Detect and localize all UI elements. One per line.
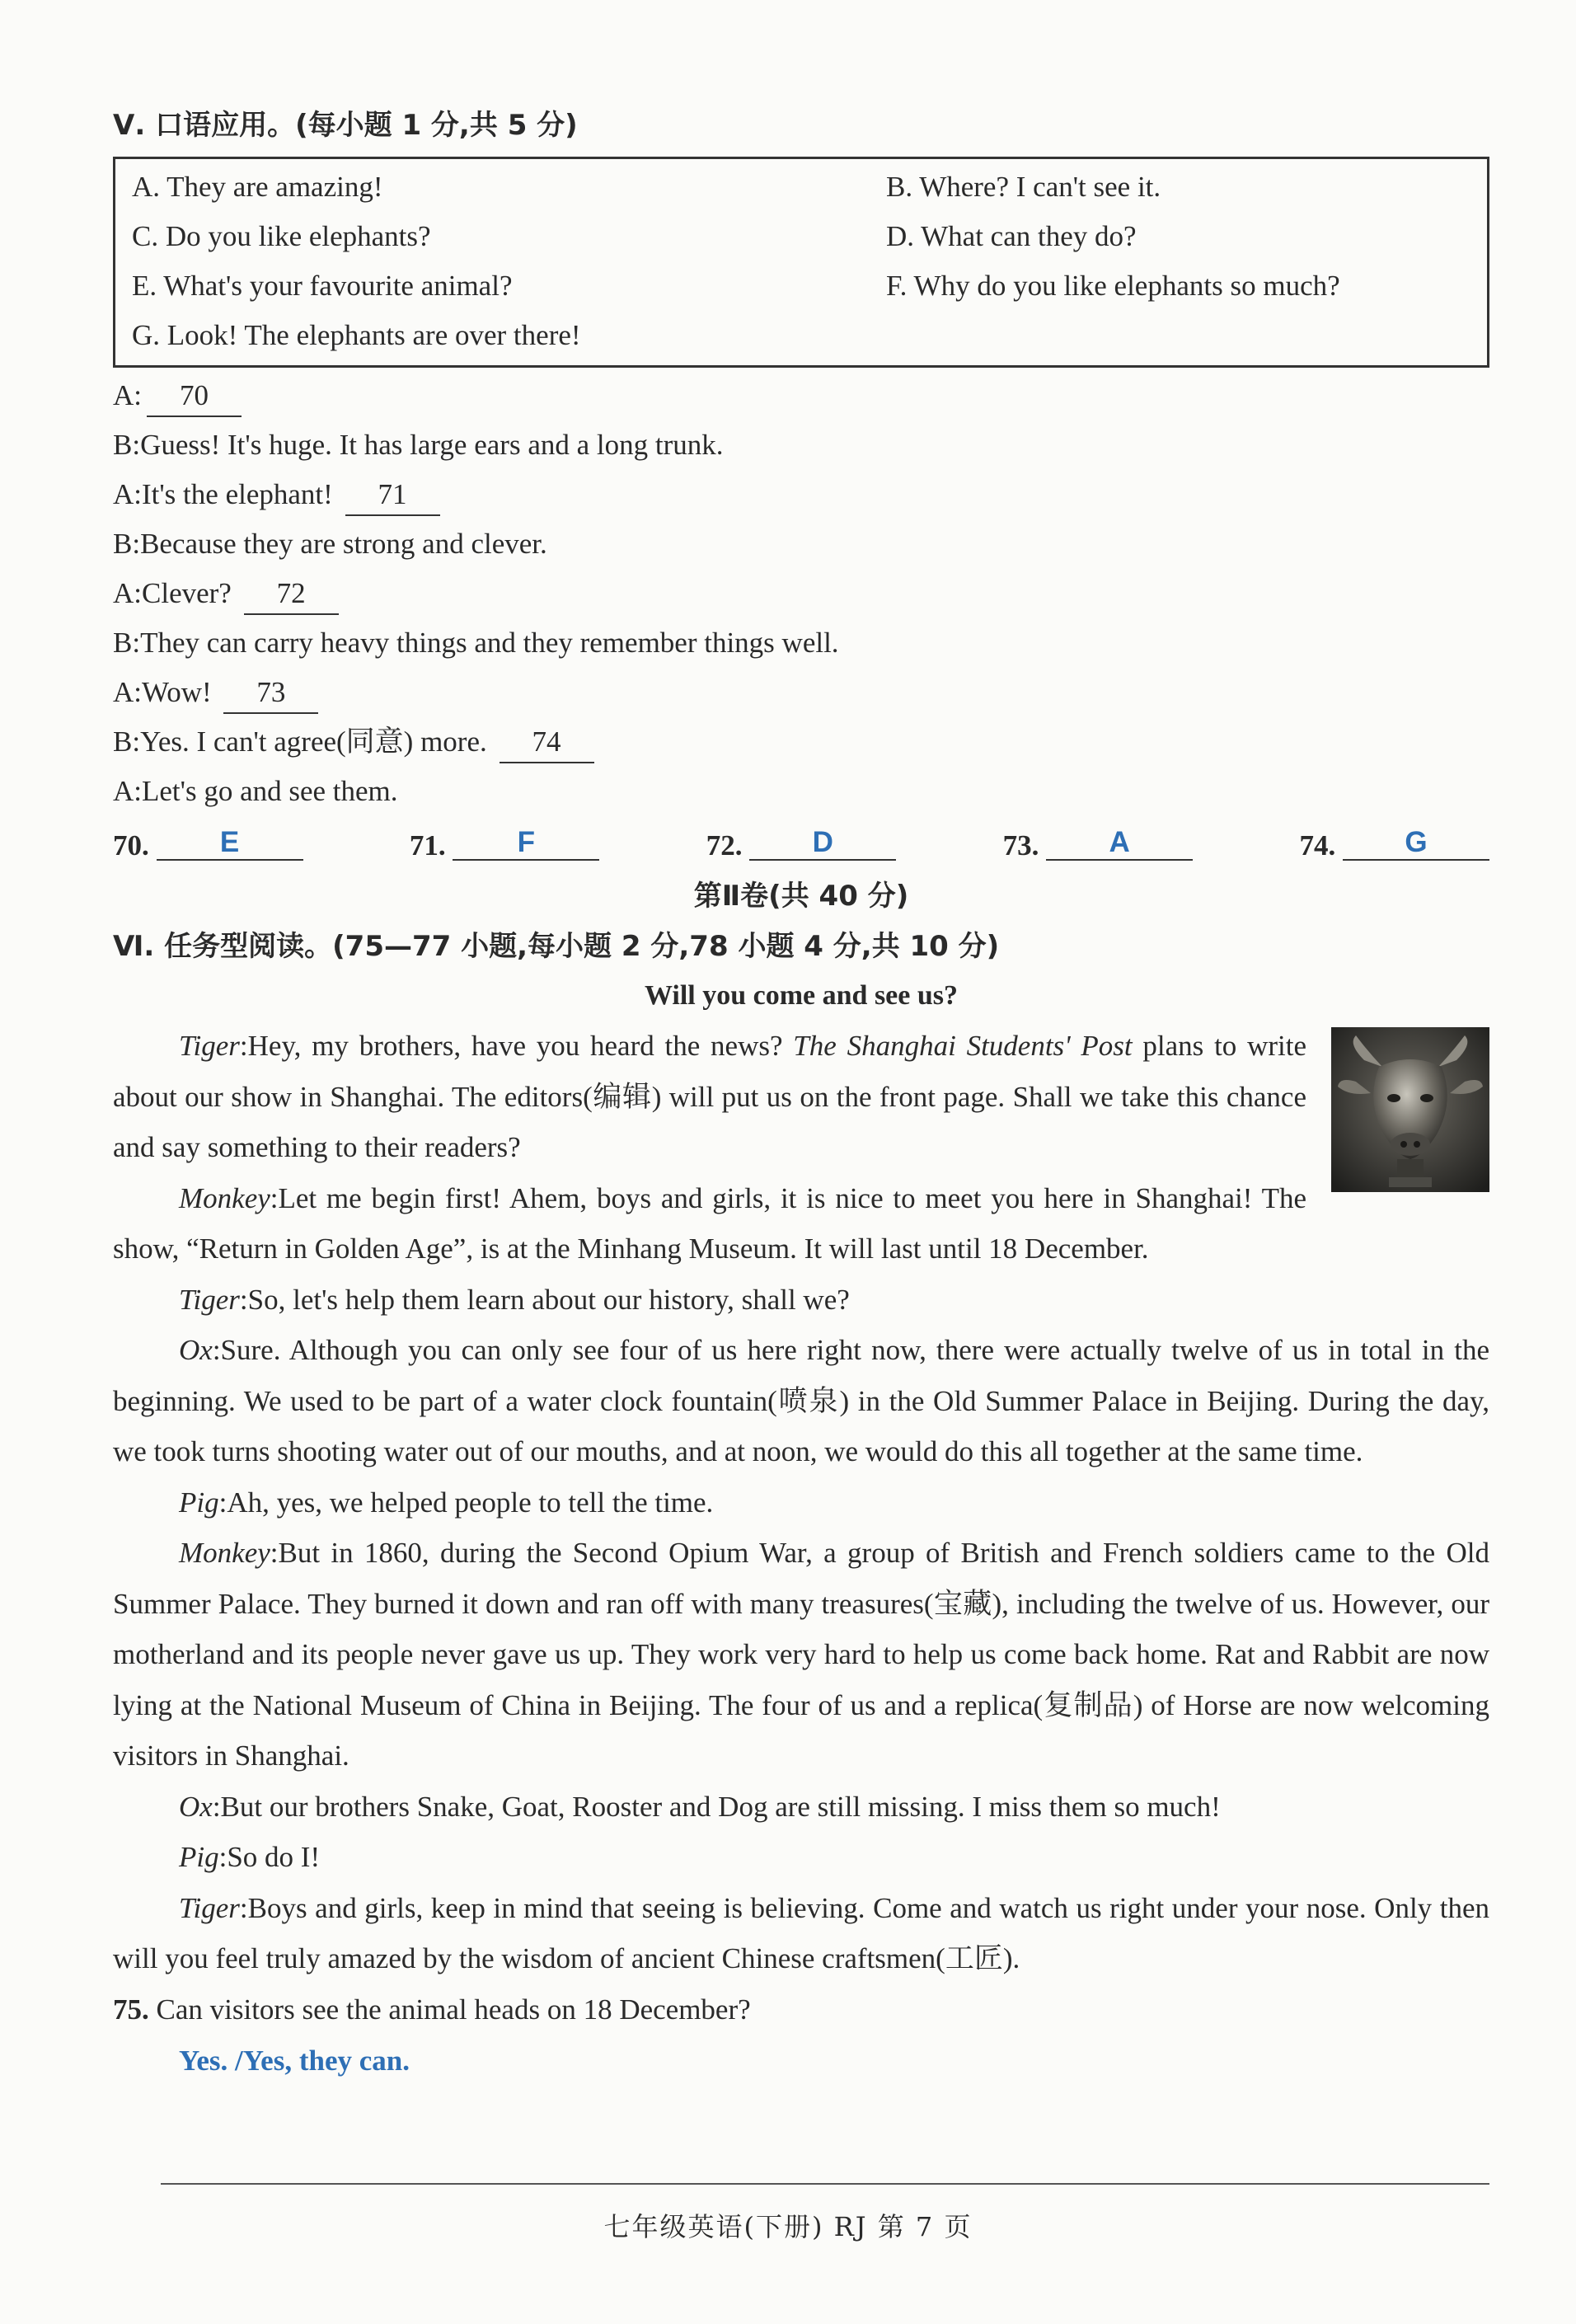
speaker-name: Monkey (179, 1537, 270, 1569)
dialogue-text: B:Because they are strong and clever. (113, 528, 547, 560)
dialogue-text: B:Yes. I can't agree(同意) more. (113, 725, 487, 758)
paragraph-text: :Ah, yes, we helped people to tell the time. (218, 1486, 714, 1519)
answer-line (161, 2183, 1489, 2185)
dialogue-text: A: (113, 379, 142, 411)
dialogue-text: A:It's the elephant! (113, 478, 333, 510)
ox-head-bronze-photo (1331, 1027, 1489, 1192)
paragraph-tiger-3 (113, 1883, 1489, 1984)
paragraph-pig-2 (113, 1832, 1489, 1883)
speaker-name: Tiger (179, 1030, 240, 1062)
option-c: C. Do you like elephants? (132, 220, 431, 252)
speaker-name: Ox (179, 1334, 213, 1366)
dialogue-blank: 72 (244, 574, 339, 615)
option-b: B. Where? I can't see it. (886, 171, 1161, 203)
answer-number: 72. (706, 829, 743, 862)
paragraph-text: :Hey, my brothers, have you heard the news? (239, 1030, 794, 1062)
answer-value: E (157, 826, 303, 861)
dialogue-line (113, 668, 1489, 717)
answer-72 (706, 821, 897, 871)
answer-row (113, 821, 1489, 871)
dialogue-text: B:Guess! It's huge. It has large ears and a long trunk. (113, 429, 724, 461)
question-number: 75. (113, 1993, 149, 2026)
answer-74 (1300, 821, 1490, 871)
dialogue-line (113, 371, 1489, 420)
speaker-name: Pig (179, 1486, 219, 1519)
dialogue-blank: 71 (345, 475, 440, 516)
dialogue-line (113, 618, 1489, 668)
paragraph-text: plans to write about our show in Shanghai. The editors(编辑) will put us on the front page. Shall we take this chance and say something to their readers? (113, 1030, 1306, 1163)
dialogue-line (113, 767, 1489, 816)
dialogue-blank: 73 (223, 673, 318, 714)
answer-value: F (453, 826, 599, 861)
paragraph-pig-1 (113, 1477, 1489, 1528)
section-5-heading: Ⅴ. 口语应用。(每小题 1 分,共 5 分) (113, 109, 578, 142)
paragraph-ox-1 (113, 1325, 1489, 1477)
option-g: G. Look! The elephants are over there! (132, 319, 581, 351)
speaker-name: Tiger (179, 1283, 240, 1316)
page-footer: 七年级英语(下册) RJ 第 7 页 (603, 2211, 973, 2242)
options-box (113, 157, 1489, 368)
answer-value: G (1343, 826, 1489, 861)
paragraph-text: :So do I! (218, 1841, 321, 1873)
answer-70 (113, 821, 303, 871)
dialogue-line (113, 470, 1489, 519)
dialogue (113, 371, 1489, 816)
paragraph-tiger-2 (113, 1275, 1489, 1326)
dialogue-line (113, 569, 1489, 618)
option-e: E. What's your favourite animal? (132, 270, 513, 302)
speaker-name: Pig (179, 1841, 219, 1873)
answer-71 (410, 821, 600, 871)
speaker-name: Monkey (179, 1181, 270, 1214)
option-f: F. Why do you like elephants so much? (886, 270, 1340, 302)
answer-73 (1003, 821, 1194, 871)
answer-value: D (749, 826, 896, 861)
paragraph-text: :Boys and girls, keep in mind that seeing is believing. Come and watch us right under your nose. Only then will you feel truly amazed by the wisdom of ancient Chinese craftsmen(工匠). (113, 1891, 1489, 1974)
speaker-name: Tiger (179, 1891, 240, 1924)
paragraph-ox-2 (113, 1782, 1489, 1833)
dialogue-line (113, 519, 1489, 569)
option-d: D. What can they do? (886, 220, 1137, 252)
dialogue-text: A:Clever? (113, 577, 232, 609)
paragraph-tiger-1 (113, 1021, 1489, 1173)
dialogue-line (113, 420, 1489, 470)
question-75-answer: Yes. /Yes, they can. (179, 2044, 410, 2077)
question-text: Can visitors see the animal heads on 18 December? (148, 1993, 751, 2026)
section-6-heading: Ⅵ. 任务型阅读。(75—77 小题,每小题 2 分,78 小题 4 分,共 10 分) (113, 930, 1000, 963)
paragraph-text: :Let me begin first! Ahem, boys and girls, it is nice to meet you here in Shanghai! The show, “Return in Golden Age”, is at the Minhang Museum. It will last until 18 December. (113, 1181, 1306, 1265)
option-a: A. They are amazing! (132, 171, 383, 203)
answer-number: 74. (1299, 829, 1336, 862)
answer-number: 73. (1002, 829, 1039, 862)
dialogue-blank: 70 (147, 376, 242, 417)
dialogue-text: A:Let's go and see them. (113, 775, 398, 807)
dialogue-text: A:Wow! (113, 676, 212, 708)
question-75 (113, 1984, 1489, 2035)
newspaper-name: The Shanghai Students' Post (793, 1030, 1133, 1062)
paragraph-monkey-2 (113, 1528, 1489, 1782)
paragraph-monkey-1 (113, 1173, 1489, 1275)
part-2-heading: 第Ⅱ卷(共 40 分) (693, 880, 909, 913)
paragraph-text: :But in 1860, during the Second Opium War, a group of British and French soldiers came to the Old Summer Palace. They burned it down and ran off with many treasures(宝藏), including the twelve of us. However, our motherland and its people never gave us up. They work very hard to help us come back home. Rat and Rabbit are now lying at the National Museum of China in Beijing. The four of us and a replica(复制品) of Horse are now welcoming visitors in Shanghai. (113, 1537, 1489, 1772)
paragraph-text: :So, let's help them learn about our history, shall we? (239, 1283, 850, 1316)
dialogue-blank: 74 (500, 722, 594, 763)
paragraph-text: :Sure. Although you can only see four of us here right now, there were actually twelve of us in total in the beginning. We used to be part of a water clock fountain(喷泉) in the Old Summer Palace in Beijing. During the day, we took turns shooting water out of our mouths, and at noon, we would do this all together at the same time. (113, 1334, 1489, 1467)
speaker-name: Ox (179, 1790, 213, 1823)
ox-head-illustration (1331, 1027, 1489, 1192)
answer-value: A (1046, 826, 1193, 861)
paragraph-text: :But our brothers Snake, Goat, Rooster and Dog are still missing. I miss them so much! (212, 1790, 1221, 1823)
answer-number: 70. (113, 829, 149, 862)
reading-passage (113, 1021, 1489, 1984)
dialogue-text: B:They can carry heavy things and they remember things well. (113, 627, 839, 659)
dialogue-line (113, 717, 1489, 767)
reading-title: Will you come and see us? (644, 980, 958, 1011)
answer-number: 71. (409, 829, 446, 862)
